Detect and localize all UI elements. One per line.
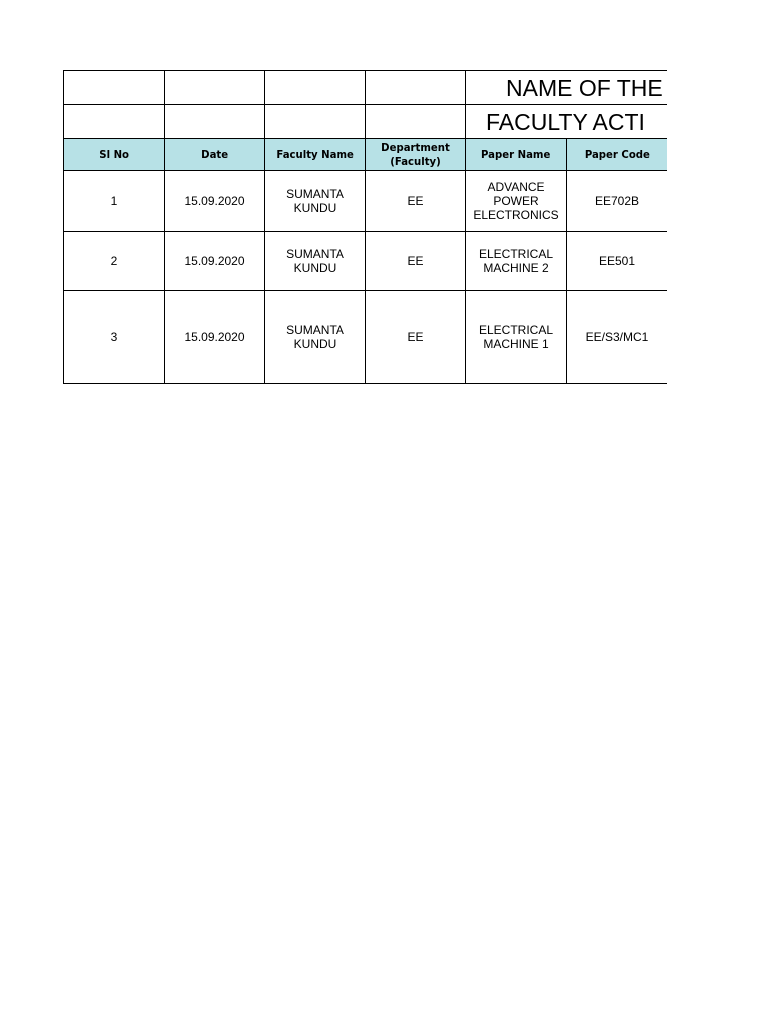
cell-paper-name: ADVANCE POWER ELECTRONICS	[466, 171, 567, 232]
empty-cell	[165, 105, 265, 139]
column-header-paper-code: Paper Code	[567, 139, 668, 171]
table-header-row	[64, 139, 668, 171]
cell-faculty-name: SUMANTA KUNDU	[265, 171, 366, 232]
cell-department: EE	[366, 171, 466, 232]
column-header-date: Date	[165, 139, 265, 171]
cell-sl-no: 3	[64, 291, 165, 384]
table-row	[64, 171, 668, 232]
faculty-activity-table	[63, 70, 667, 384]
table-row	[64, 232, 668, 291]
empty-cell	[165, 71, 265, 105]
cell-department: EE	[366, 232, 466, 291]
column-header-faculty-name: Faculty Name	[265, 139, 366, 171]
table-row	[64, 291, 668, 384]
cell-department: EE	[366, 291, 466, 384]
cell-sl-no: 2	[64, 232, 165, 291]
empty-cell	[366, 105, 466, 139]
title-row-1	[64, 71, 668, 105]
cell-paper-code: EE702B	[567, 171, 668, 232]
cell-faculty-name: SUMANTA KUNDU	[265, 291, 366, 384]
empty-cell	[64, 71, 165, 105]
empty-cell	[265, 71, 366, 105]
column-header-sl-no: Sl No	[64, 139, 165, 171]
column-header-paper-name: Paper Name	[466, 139, 567, 171]
cell-paper-name: ELECTRICAL MACHINE 2	[466, 232, 567, 291]
empty-cell	[265, 105, 366, 139]
spreadsheet-page	[63, 70, 667, 384]
cell-date: 15.09.2020	[165, 171, 265, 232]
cell-paper-code: EE501	[567, 232, 668, 291]
cell-paper-name: ELECTRICAL MACHINE 1	[466, 291, 567, 384]
cell-sl-no: 1	[64, 171, 165, 232]
document-title-line-1: NAME OF THE	[466, 71, 668, 105]
cell-date: 15.09.2020	[165, 232, 265, 291]
document-title-line-2: FACULTY ACTI	[466, 105, 668, 139]
cell-date: 15.09.2020	[165, 291, 265, 384]
column-header-department: Department (Faculty)	[366, 139, 466, 171]
empty-cell	[64, 105, 165, 139]
cell-paper-code: EE/S3/MC1	[567, 291, 668, 384]
empty-cell	[366, 71, 466, 105]
title-row-2	[64, 105, 668, 139]
cell-faculty-name: SUMANTA KUNDU	[265, 232, 366, 291]
